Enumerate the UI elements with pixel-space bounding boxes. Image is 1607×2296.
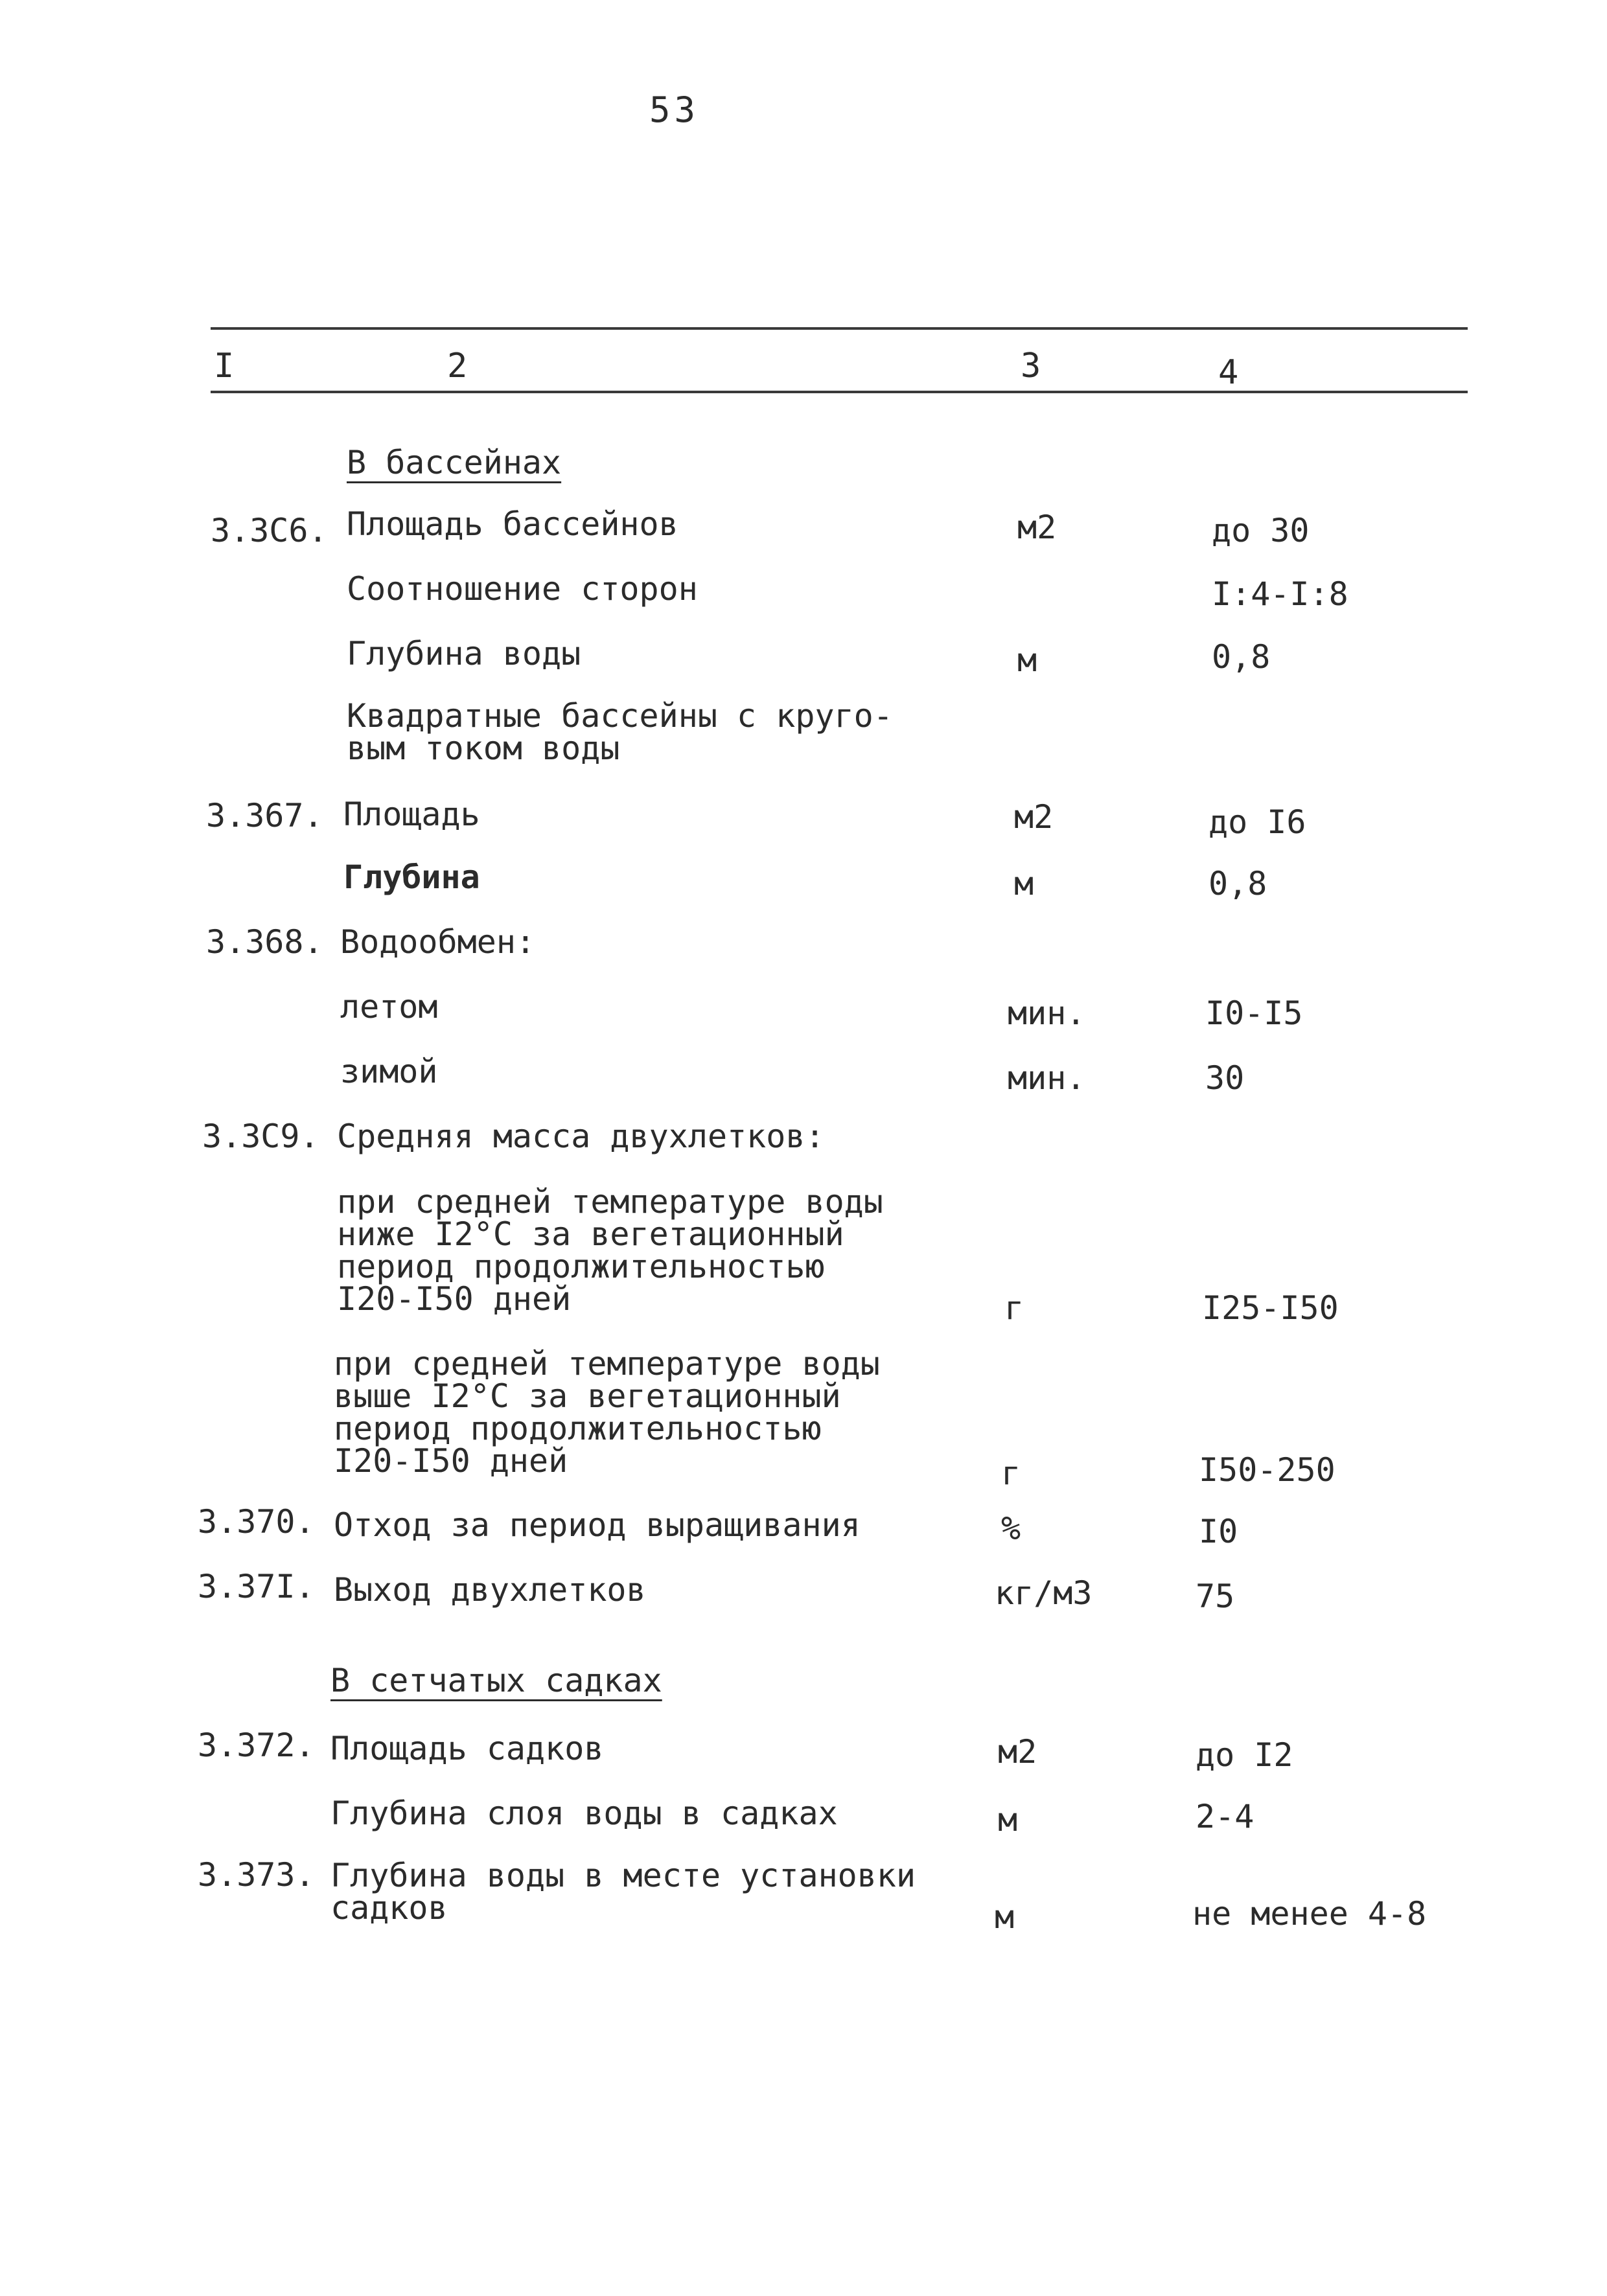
row-number: 3.372. xyxy=(198,1727,315,1764)
row-parameter: при средней температуре воды выше I2°С за вегетационный период продолжительностью I20-I50 дней xyxy=(334,1345,880,1480)
row-parameter: Отход за период выращивания xyxy=(334,1506,861,1544)
row-value: I0 xyxy=(1199,1513,1238,1550)
section-heading-cages: В сетчатых садках xyxy=(330,1662,662,1699)
row-parameter: Глубина воды в месте установки садков xyxy=(330,1857,916,1927)
page-number: 53 xyxy=(649,89,700,130)
row-parameter: Глубина слоя воды в садках xyxy=(330,1795,838,1832)
row-number: 3.3С9. xyxy=(202,1118,319,1155)
row-value: не менее 4-8 xyxy=(1192,1895,1427,1933)
column-header-1: I xyxy=(214,347,235,385)
row-unit: мин. xyxy=(1008,994,1086,1032)
row-value: I25-I50 xyxy=(1202,1289,1339,1327)
row-value: до 30 xyxy=(1212,512,1310,549)
row-value: I50-250 xyxy=(1199,1451,1335,1489)
row-value: I0-I5 xyxy=(1205,994,1303,1032)
row-unit: г xyxy=(1001,1454,1021,1492)
row-parameter: Площадь садков xyxy=(330,1730,604,1767)
row-parameter: Глубина xyxy=(343,858,480,896)
row-value: 75 xyxy=(1196,1578,1235,1615)
row-number: 3.373. xyxy=(198,1856,315,1894)
row-unit: кг/м3 xyxy=(995,1574,1093,1612)
row-parameter: летом xyxy=(340,988,438,1026)
row-number: 3.3С6. xyxy=(211,512,328,549)
row-parameter: Средняя масса двухлетков: xyxy=(337,1118,825,1155)
section-heading-pools: В бассейнах xyxy=(347,444,562,481)
row-parameter: Выход двухлетков xyxy=(334,1571,646,1609)
row-parameter: Водообмен: xyxy=(340,923,536,961)
row-unit: м xyxy=(1014,865,1034,902)
row-value: 0,8 xyxy=(1208,865,1267,902)
row-value: 2-4 xyxy=(1196,1798,1254,1835)
row-parameter: Площадь xyxy=(343,796,480,833)
row-value: до I2 xyxy=(1196,1736,1293,1774)
row-number: 3.37I. xyxy=(198,1568,315,1605)
row-parameter: при средней температуре воды ниже I2°С за вегетационный период продолжительностью I20-I50 дней xyxy=(337,1183,883,1318)
row-number: 3.367. xyxy=(206,797,323,834)
row-unit: % xyxy=(1001,1510,1021,1547)
column-header-3: 3 xyxy=(1021,347,1041,385)
row-unit: м xyxy=(1017,641,1037,679)
table-top-rule xyxy=(211,327,1468,330)
column-header-2: 2 xyxy=(447,347,468,385)
row-number: 3.370. xyxy=(198,1503,315,1541)
row-unit: м2 xyxy=(1014,798,1054,836)
row-value: 0,8 xyxy=(1212,638,1271,676)
row-parameter: Площадь бассейнов xyxy=(347,505,678,543)
row-value: 30 xyxy=(1205,1059,1245,1097)
row-unit: г xyxy=(1004,1289,1024,1327)
row-parameter: Соотношение сторон xyxy=(347,570,698,608)
row-value: до I6 xyxy=(1208,803,1306,841)
row-unit: м2 xyxy=(998,1733,1037,1771)
column-header-4: 4 xyxy=(1218,353,1239,392)
row-value: I:4-I:8 xyxy=(1212,575,1348,613)
row-parameter: Глубина воды xyxy=(347,635,581,672)
row-unit: м xyxy=(998,1801,1018,1839)
table-header-rule xyxy=(211,391,1468,393)
row-number: 3.368. xyxy=(206,923,323,961)
row-unit: м2 xyxy=(1017,509,1057,546)
row-parameter: Квадратные бассейны с круго- вым током воды xyxy=(347,697,893,767)
row-unit: м xyxy=(995,1898,1015,1936)
row-parameter: зимой xyxy=(340,1053,438,1090)
row-unit: мин. xyxy=(1008,1059,1086,1097)
